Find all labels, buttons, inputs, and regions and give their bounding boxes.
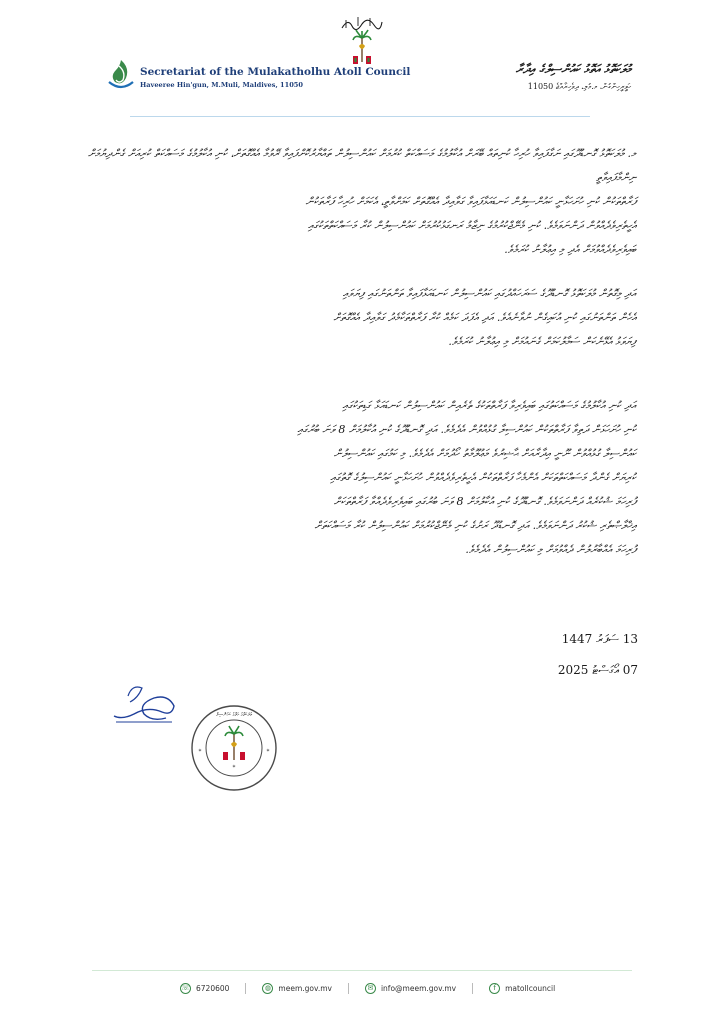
email-icon: ✉ [365,983,376,994]
signature [108,676,180,728]
dhivehi-council-title: މުލަކަތޮޅު އަތޮޅު ކައުންސިލްގެ އިދާރާ [515,62,631,76]
footer-email[interactable] [365,983,456,994]
official-seal [190,704,278,792]
phone-number: 6720600 [196,983,230,993]
header-divider [130,116,590,117]
footer-phone[interactable] [180,983,229,994]
english-council-address: Haveeree Hin'gun, M.Muli, Maldives, 11050 [140,81,303,89]
national-emblem-icon [351,22,373,70]
body-paragraph-1: މ. މުލަކަތޮޅު ގޮނޑުދޫގައި ނަގާފައިވާ ހުރިހާ ކުނިތައް ބޭރަށް އުކާލުމުގެ މަސައްކަތް ކުރުމަށް ކައުންސިލުން ތައްޔާރުކޮށްފައިވާ ރޭވުމާ އެއްގޮތަށް، ކުނި އުކާލުމުގެ މަސައްކަތް ކުރިއަށް ގެންދިޔުމަށް ނިންމާފައިވާތީ ފަރާތްތަކުން ކުނި ހުށަހަޅާނީ ކައުންސިލުން ކަނޑައަޅާފައިވާ ގަވާއިދާ އެއްގޮތަށް ކަމަށްވާތީ، އެކަމަށް ހުރިހާ ފަރާތަކުން އެހީތެރިވެދެއްވުން ދަންނަވަމެވެ. ކުނި މެނޭޖްކުރުމުގެ ނިޒާމު ރަނގަޅުކުރުމަށް ކައުންސިލުން ކުރާ މަސައްކަތްތަކުގައި ބައިވެރިވެދެއްވުމަށް އެދި މި އިޢުލާނު ކުރަމެވެ. [88,147,636,256]
footer-separator [348,983,349,994]
email-link[interactable]: info@meem.gov.mv [380,983,457,993]
seal-text: މުލަކަތޮޅު އަތޮޅު ކައުންސިލް [215,712,253,718]
gregorian-date: 07 އޯގަސްޓު 2025 [557,663,638,677]
body-paragraph-2: އަދި މިގޮތުން މުލަކަތޮޅު ގޮނޑުދޫގެ ސަރަހައްދުގައި ކައުންސިލުން ކަނޑައަޅާފައިވާ ތަންތަނުގައި ފިޔަވައި އެހެން ތަންތަނުގައި ކުނި އުކައިގެން ނުވާނެއެވެ. އަދި އެފަދަ ކަމެއް ކުރާ ފަރާތްތަކާމެދު ގަވާއިދާ އެއްގޮތަށް ފިޔަވަޅު އެޅޭނެކަން ސަމާލުކަމަށް ގެނައުމަށް މި އިޢުލާނު ކުރަމެވެ. [333,287,636,348]
facebook-handle[interactable]: matollcouncil [505,983,556,993]
svg-text:✶: ✶ [197,748,203,754]
hijri-date: 13 ސަފަރު 1447 [561,632,638,646]
svg-text:✶: ✶ [231,764,237,770]
dhivehi-council-address: ހަވީރީހިންގުން، މ.މުލި، ދިވެހިރާއްޖެ 11050 [527,82,631,91]
english-council-title: Secretariat of the Mulakatholhu Atoll Council [140,66,411,78]
svg-text:✶: ✶ [265,748,271,754]
footer-facebook[interactable] [489,983,555,994]
globe-icon: ◍ [262,983,273,994]
footer-separator [472,983,473,994]
council-logo-icon [106,58,136,90]
facebook-icon: f [489,983,500,994]
phone-icon: ☏ [181,984,190,992]
footer-separator [245,983,246,994]
footer-contacts [180,978,555,998]
footer-website[interactable] [262,983,332,994]
footer-divider [92,970,632,971]
website-link[interactable]: meem.gov.mv [278,983,332,993]
body-paragraph-3: އަދި ކުނި އުކާލުމުގެ މަސައްކަތުގައި ބައިވެރިވާ ފަރާތްތަކުގެ ތެރެއިން ކައުންސިލުން ކަނޑައަޅާ ގަޑިތަކުގައި ކުނި ހުށަހަޅަން ދަތިވާ ފަރާތްތަކުން ކައުންސިލާ ގުޅުއްވުން އެދެމެވެ. އަދި ގޮނޑުދޫގެ ކުނި އުކާލުމަށް 8 ވަނަ ބުރުގައި ކައުންސިލާ ގުޅުއްވުން ނޫނީ އިދާރާއަށް ޙާޟިރުވެ މަޢުލޫމާތު ހޯދުމަށް އެދެމެވެ. މި ކަމުގައި ކައުންސިލުން ކުރިޔަށް ގެންދާ މަސައްކަތްތަކަށް އެންމެހާ ފަރާތްތަކުން އެހީތެރިވެދެއްވުން ހުށަހަޅާނީ ކައުންސިލުގެ ގޮތުގައި ފުރިހަމަ ޝުކުރެއް ދަންނަވަމެވެ. ގޮނޑުދޫގެ ކުނި އުކާލުމަށް 8 ވަނަ ބުރުގައި ބައިވެރިވެދެއްވާ ފަރާތްތަކަށް އިޚްލާޞްތެރި ޝުކުރު ދަންނަވަމެވެ. އަދި ގޮނޑުދޫ ރަށުގެ ކުނި މެނޭޖްކުރުމަށް ކައުންސިލުން ކުރާ މަސައްކަތަށް ފުރިހަމަ އެއްބާރުލުން ދެއްވުމަށް މި ކައުންސިލުން އެދެމެވެ. [297,399,636,556]
